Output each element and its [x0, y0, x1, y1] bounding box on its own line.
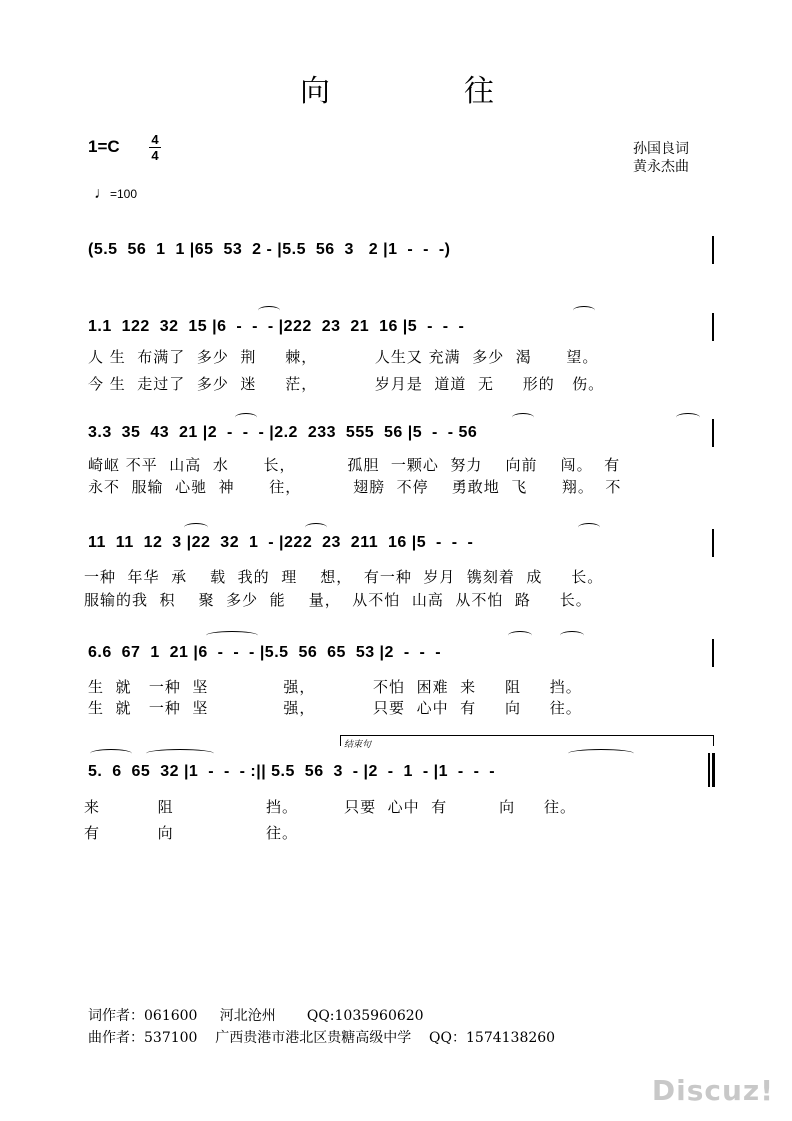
- slur: [508, 631, 532, 640]
- slur: [573, 306, 595, 315]
- time-signature-top: 4: [151, 132, 159, 147]
- slur: [258, 306, 280, 315]
- slur: [560, 631, 584, 640]
- slur: [512, 413, 534, 422]
- lyric-line-5a: 来 阻 挡。 只要 心中 有 向 往。: [84, 798, 576, 816]
- discuz-watermark-logo: Discuz!: [651, 1074, 774, 1107]
- slur: [184, 523, 208, 532]
- slur: [206, 631, 258, 640]
- tempo-value: =100: [110, 187, 138, 201]
- key-signature: 1=C: [88, 137, 120, 156]
- lyricist-credit: 孙国良词: [633, 141, 689, 157]
- lyric-line-2a: 崎岖 不平 山高 水 长， 孤胆 一颗心 努力 向前 闯。 有: [88, 456, 621, 474]
- final-bar-line-thin: [708, 753, 710, 787]
- lyric-line-2b: 永不 服输 心驰 神 往， 翅膀 不停 勇敢地 飞 翔。 不: [88, 478, 622, 496]
- lyric-line-4a: 生 就 一种 坚 强， 不怕 困难 来 阻 挡。: [88, 678, 582, 696]
- ending-bracket: [340, 735, 714, 746]
- time-signature: [149, 133, 161, 162]
- lyric-line-3b: 服输的我 积 聚 多少 能 量， 从不怕 山高 从不怕 路 长。: [84, 591, 592, 609]
- ending-label: 结束句: [344, 740, 372, 750]
- score-line-4: 6.6 67 1 21 |6 - - - |5.5 56 65 53 |2 - - -: [88, 644, 442, 661]
- slur: [235, 413, 257, 422]
- bar-line: [712, 419, 714, 447]
- footer-lyricist-info: 词作者：061600 河北沧州 QQ:1035960620: [88, 1008, 424, 1024]
- slur: [578, 523, 600, 532]
- bar-line: [712, 639, 714, 667]
- bar-line: [712, 313, 714, 341]
- slur: [305, 523, 327, 532]
- title-char-2: 往: [464, 74, 494, 109]
- bar-line: [712, 529, 714, 557]
- score-line-intro: (5.5 56 1 1 |65 53 2 - |5.5 56 3 2 |1 - - -): [88, 241, 451, 258]
- slur: [568, 749, 634, 758]
- score-line-2: 3.3 35 43 21 |2 - - - |2.2 233 555 56 |5 - - 56: [88, 424, 478, 441]
- score-line-1: 1.1 122 32 15 |6 - - - |222 23 21 16 |5 - - -: [88, 318, 465, 335]
- lyric-line-3a: 一种 年华 承 载 我的 理 想， 有一种 岁月 镌刻着 成 长。: [84, 568, 604, 586]
- lyric-line-4b: 生 就 一种 坚 强， 只要 心中 有 向 往。: [88, 699, 582, 717]
- lyric-line-5b: 有 向 往。: [84, 824, 298, 842]
- tempo-marking: [94, 185, 137, 203]
- composer-credit: 黄永杰曲: [633, 159, 689, 175]
- score-line-5: 5. 6 65 32 |1 - - - :|| 5.5 56 3 - |2 - 1 - |1 - - -: [88, 763, 496, 780]
- time-signature-bottom: 4: [151, 148, 159, 163]
- slur: [146, 749, 214, 758]
- title-char-1: 向: [300, 74, 330, 109]
- bar-line: [712, 236, 714, 264]
- score-line-3: 11 11 12 3 |22 32 1 - |222 23 211 16 |5 - - -: [88, 534, 474, 551]
- slur: [676, 413, 700, 422]
- lyric-line-1b: 今 生 走过了 多少 迷 茫， 岁月是 道道 无 形的 伤。: [88, 375, 605, 393]
- final-bar-line-thick: [712, 753, 715, 787]
- lyric-line-1a: 人 生 布满了 多少 荆 棘， 人生又 充满 多少 渴 望。: [88, 348, 599, 366]
- slur: [90, 749, 132, 758]
- footer-composer-info: 曲作者：537100 广西贵港市港北区贵糖高级中学 QQ：1574138260: [88, 1030, 556, 1046]
- quarter-note-icon: ♩: [94, 185, 110, 202]
